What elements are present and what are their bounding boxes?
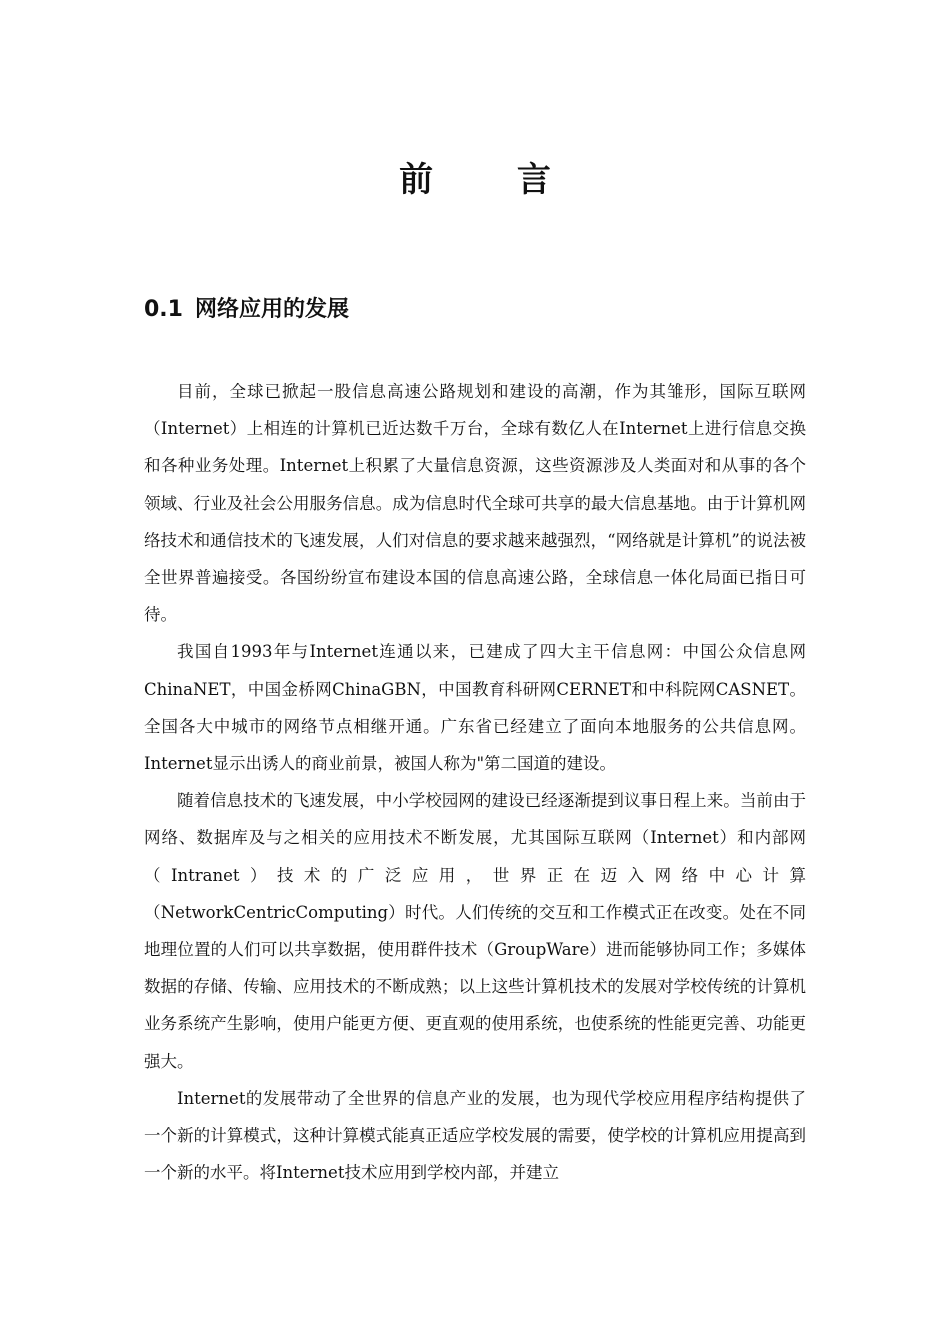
section-title: 网络应用的发展 <box>194 297 349 322</box>
paragraph: 随着信息技术的飞速发展，中小学校园网的建设已经逐渐提到议事日程上来。当前由于网络、数据库及与之相关的应用技术不断发展，尤其国际互联网（Internet）和内部网（Intranet）技术的广泛应用，世界正在迈入网络中心计算（NetworkCentricComputing）时代。人们传统的交互和工作模式正在改变。处在不同地理位置的人们可以共享数据，使用群件技术（GroupWare）进而能够协同工作；多媒体数据的存储、传输、应用技术的不断成熟；以上这些计算机技术的发展对学校传统的计算机业务系统产生影响，使用户能更方便、更直观的使用系统，也使系统的性能更完善、功能更强大。 <box>144 791 806 1071</box>
paragraph: 我国自1993年与Internet连通以来，已建成了四大主干信息网：中国公众信息网ChinaNET，中国金桥网ChinaGBN，中国教育科研网CERNET和中科院网CASNET。全国各大中城市的网络节点相继开通。广东省已经建立了面向本地服务的公共信息网。Internet显示出诱人的商业前景，被国人称为"第二国道的建设。 <box>144 642 806 774</box>
section-heading <box>144 293 349 327</box>
paragraph: 目前，全球已掀起一股信息高速公路规划和建设的高潮，作为其雏形，国际互联网（Internet）上相连的计算机已近达数千万台，全球有数亿人在Internet上进行信息交换和各种业务处理。Internet上积累了大量信息资源，这些资源涉及人类面对和从事的各个领域、行业及社会公用服务信息。成为信息时代全球可共享的最大信息基地。由于计算机网络技术和通信技术的飞速发展，人们对信息的要求越来越强烈，“网络就是计算机”的说法被全世界普遍接受。各国纷纷宣布建设本国的信息高速公路，全球信息一体化局面已指日可待。 <box>144 382 806 625</box>
paragraph: Internet的发展带动了全世界的信息产业的发展，也为现代学校应用程序结构提供了一个新的计算模式，这种计算模式能真正适应学校发展的需要，使学校的计算机应用提高到一个新的水平。将Internet技术应用到学校内部，并建立 <box>144 1088 806 1183</box>
body-text <box>144 373 806 1191</box>
section-number: 0.1 <box>144 297 183 322</box>
page-title: 前 言 <box>399 160 587 200</box>
